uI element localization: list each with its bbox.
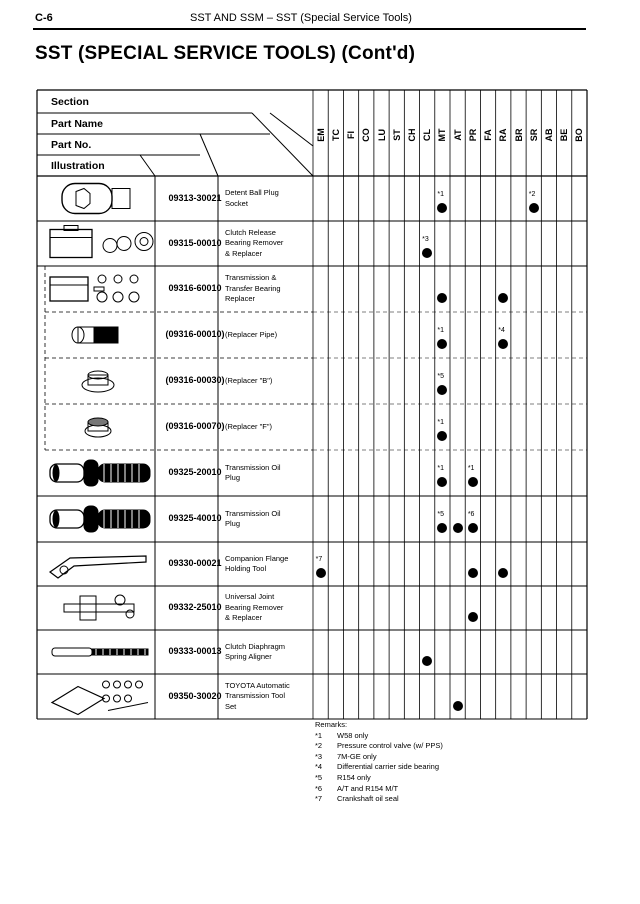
- part-name: Universal Joint Bearing Remover & Replacer: [225, 592, 284, 623]
- remark-mark: *2: [315, 741, 323, 751]
- remark-text: W58 only: [337, 730, 369, 740]
- replacer-pipe-icon: [72, 327, 118, 343]
- column-label-st: ST: [391, 129, 402, 141]
- page-number: C-6: [35, 12, 53, 24]
- remark-text: Pressure control valve (w/ PPS): [337, 741, 443, 751]
- remark-ref: *2: [528, 190, 536, 198]
- flange-holder-icon: [50, 556, 146, 578]
- remark-mark: *4: [315, 762, 323, 772]
- oil-plug-long-icon: [50, 506, 150, 532]
- remark-item: [315, 731, 443, 742]
- header-part-no: Part No.: [51, 139, 92, 151]
- column-label-ch: CH: [406, 128, 417, 142]
- header-diagonal-4: [140, 155, 155, 176]
- part-name: (Replacer Pipe): [225, 329, 278, 339]
- remark-ref: *1: [437, 327, 444, 334]
- part-name: Clutch Diaphragm Spring Aligner: [225, 641, 286, 661]
- header-part-name: Part Name: [51, 118, 103, 130]
- part-number: (09316-00010): [165, 329, 225, 339]
- page-title: SST (SPECIAL SERVICE TOOLS) (Cont'd): [35, 43, 416, 64]
- part-name: Clutch Release Bearing Remover & Replacer: [225, 227, 284, 258]
- part-number: 09313-30021: [168, 192, 222, 203]
- column-label-fa: FA: [483, 129, 494, 141]
- header-section: Section: [51, 96, 89, 108]
- remark-text: 7M-GE only: [337, 751, 377, 761]
- part-name: TOYOTA Automatic Transmission Tool Set: [225, 680, 290, 711]
- remark-ref: *4: [498, 327, 505, 334]
- part-name: Transmission & Transfer Bearing Replacer: [225, 273, 281, 304]
- remark-ref: *3: [422, 235, 429, 243]
- applicability-dot-at: [453, 701, 463, 711]
- part-number: 09350-30020: [168, 690, 222, 701]
- remark-item: [315, 773, 443, 784]
- column-label-ab: AB: [543, 128, 554, 142]
- header-diagonal-3: [200, 134, 218, 176]
- column-label-pr: PR: [467, 128, 478, 142]
- applicability-dot-pr: [468, 612, 478, 622]
- remark-item: [315, 762, 443, 773]
- column-label-at: AT: [452, 129, 463, 141]
- applicability-dot-pr: [468, 477, 478, 487]
- applicability-dot-em: [316, 568, 326, 578]
- part-number: 09325-40010: [168, 513, 222, 523]
- header-diagonal-2: [270, 113, 313, 146]
- replacer-f-icon: [85, 418, 111, 437]
- remark-mark: *5: [315, 772, 323, 782]
- remark-ref: *5: [437, 511, 444, 518]
- applicability-dot-pr: [468, 568, 478, 578]
- part-name: Detent Ball Plug Socket: [225, 188, 279, 208]
- remark-ref: *1: [437, 465, 444, 472]
- remark-text: Crankshaft oil seal: [337, 794, 399, 804]
- bearing-remover-kit-icon: [50, 226, 153, 258]
- remark-item: [315, 752, 443, 763]
- detent-socket-icon: [62, 184, 130, 214]
- remark-mark: *6: [315, 783, 323, 793]
- part-number: (09316-00030): [165, 375, 225, 385]
- remark-item: [315, 794, 443, 805]
- column-label-br: BR: [513, 128, 524, 142]
- oil-plug-icon: [50, 460, 150, 486]
- column-label-lu: LU: [376, 129, 387, 141]
- remark-ref: *1: [437, 419, 444, 426]
- remarks: [315, 720, 443, 805]
- remark-mark: *1: [315, 730, 323, 740]
- column-label-tc: TC: [330, 129, 341, 141]
- remark-mark: *7: [315, 794, 323, 804]
- remark-ref: *5: [437, 373, 444, 380]
- header-illustration: Illustration: [51, 160, 105, 172]
- column-label-cl: CL: [422, 129, 433, 141]
- column-label-fi: FI: [346, 131, 357, 139]
- column-label-sr: SR: [528, 128, 539, 142]
- remark-text: Differential carrier side bearing: [337, 762, 439, 772]
- at-tool-set-icon: [52, 681, 148, 715]
- column-label-ra: RA: [498, 128, 509, 142]
- part-name: (Replacer "B"): [225, 375, 273, 385]
- bearing-replacer-kit-icon: [50, 275, 139, 302]
- applicability-dot-pr: [468, 523, 478, 533]
- remark-ref: *7: [315, 556, 323, 563]
- applicability-dot-at: [453, 523, 463, 533]
- remark-item: [315, 784, 443, 795]
- ujoint-tool-icon: [64, 595, 134, 620]
- part-name: Transmission Oil Plug: [225, 508, 281, 528]
- part-name: Companion Flange Holding Tool: [225, 553, 289, 573]
- part-number: 09333-00013: [168, 646, 222, 656]
- remark-ref: *1: [437, 190, 444, 198]
- part-number: 09316-60010: [168, 283, 222, 293]
- column-label-mt: MT: [437, 128, 448, 142]
- part-number: 09332-25010: [168, 602, 222, 612]
- applicability-dot-mt: [437, 203, 447, 213]
- remark-mark: *3: [315, 751, 323, 761]
- remark-text: A/T and R154 M/T: [337, 783, 399, 793]
- replacer-b-icon: [82, 371, 114, 392]
- applicability-dot-sr: [529, 203, 539, 213]
- remarks-title: Remarks:: [315, 720, 348, 729]
- remark-ref: *6: [467, 511, 475, 518]
- applicability-dot-cl: [422, 248, 432, 258]
- remark-item: [315, 741, 443, 752]
- spring-aligner-icon: [52, 648, 148, 656]
- part-number: (09316-00070): [165, 421, 225, 431]
- part-number: 09330-00021: [168, 558, 222, 568]
- running-header: SST AND SSM – SST (Special Service Tools): [190, 12, 412, 24]
- part-number: 09325-20010: [168, 467, 222, 477]
- remark-ref: *1: [467, 465, 475, 472]
- part-number: 09315-00010: [168, 237, 222, 248]
- part-name: (Replacer "F"): [225, 421, 272, 431]
- column-label-em: EM: [315, 128, 326, 142]
- remark-text: R154 only: [337, 772, 371, 782]
- column-label-be: BE: [559, 128, 570, 142]
- column-label-bo: BO: [574, 128, 585, 142]
- column-label-co: CO: [361, 128, 372, 142]
- part-name: Transmission Oil Plug: [225, 462, 281, 482]
